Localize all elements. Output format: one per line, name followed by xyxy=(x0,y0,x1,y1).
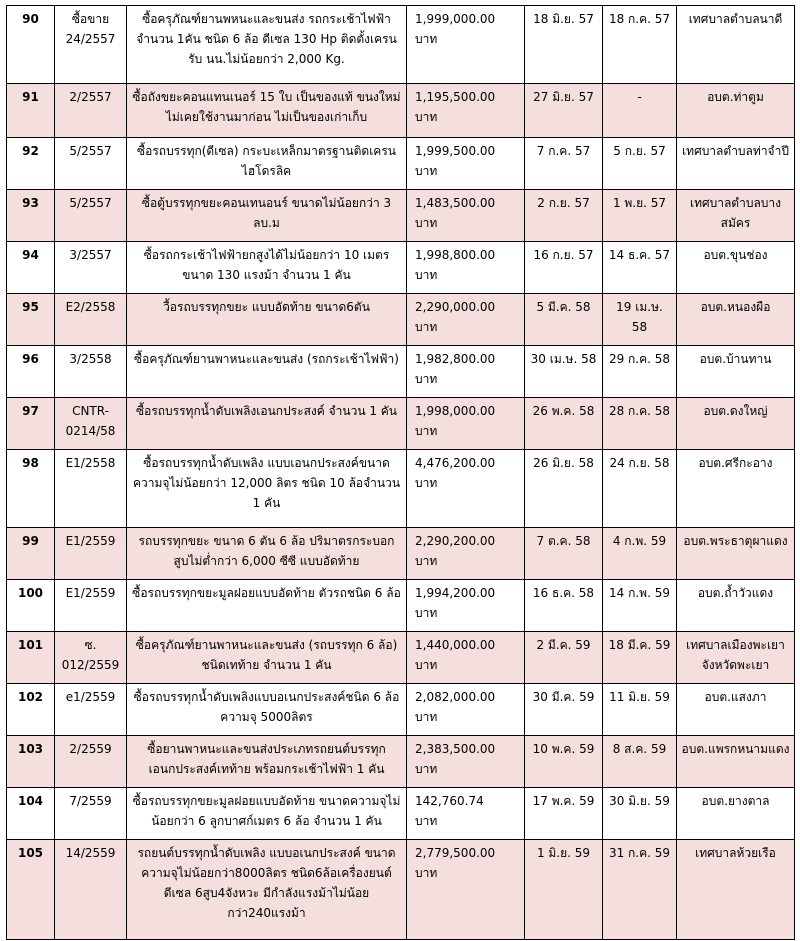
organization: เทศบาลตำบลท่าจำปี xyxy=(677,138,795,190)
delivery-date: 11 มิ.ย. 59 xyxy=(603,684,677,736)
amount-value: 2,082,000.00 xyxy=(415,690,496,704)
row-number: 99 xyxy=(7,528,55,580)
contract-ref: ซ. 012/2559 xyxy=(55,632,127,684)
row-number: 105 xyxy=(7,840,55,940)
organization: เทศบาลตำบลบางสมัคร xyxy=(677,190,795,242)
item-description: ซื้อตู้บรรทุกขยะคอนเทนอนร์ ขนาดไม่น้อยกว่า 3 ลบ.ม xyxy=(127,190,407,242)
amount-value: 1,982,800.00 xyxy=(415,352,496,366)
delivery-date: 24 ก.ย. 58 xyxy=(603,450,677,528)
amount-value: 1,195,500.00 xyxy=(415,90,496,104)
row-number: 91 xyxy=(7,84,55,138)
contract-ref: E2/2558 xyxy=(55,294,127,346)
contract-date: 5 มี.ค. 58 xyxy=(525,294,603,346)
amount-unit: บาท xyxy=(415,814,438,828)
amount-unit: บาท xyxy=(415,268,438,282)
table-row xyxy=(7,450,795,528)
delivery-date: 1 พ.ย. 57 xyxy=(603,190,677,242)
contract-date: 10 พ.ค. 59 xyxy=(525,736,603,788)
contract-ref: 3/2557 xyxy=(55,242,127,294)
contract-date: 7 ต.ค. 58 xyxy=(525,528,603,580)
organization: อบต.ดงใหญ่ xyxy=(677,398,795,450)
amount-cell xyxy=(407,736,525,788)
item-description: ซื้อรถบรรทุกน้ำดับเพลิงเอนกประสงค์ จำนวน 1 คัน xyxy=(127,398,407,450)
delivery-date: 14 ธ.ค. 57 xyxy=(603,242,677,294)
delivery-date: 8 ส.ค. 59 xyxy=(603,736,677,788)
organization: เทศบาลห้วยเรือ xyxy=(677,840,795,940)
contract-date: 30 เม.ษ. 58 xyxy=(525,346,603,398)
table-row xyxy=(7,84,795,138)
row-number: 94 xyxy=(7,242,55,294)
amount-cell xyxy=(407,788,525,840)
contract-date: 30 มี.ค. 59 xyxy=(525,684,603,736)
amount-value: 4,476,200.00 xyxy=(415,456,496,470)
table-row xyxy=(7,138,795,190)
table-row xyxy=(7,580,795,632)
amount-value: 2,383,500.00 xyxy=(415,742,496,756)
organization: อบต.ท่าตูม xyxy=(677,84,795,138)
contract-date: 7 ก.ค. 57 xyxy=(525,138,603,190)
amount-cell xyxy=(407,684,525,736)
amount-cell xyxy=(407,6,525,84)
item-description: ซื้อครุภัณฑ์ยานพหนะและขนส่ง รถกระเช้าไฟฟ้า จำนวน 1คัน ชนิด 6 ล้อ ดีเซล 130 Hp ติดตั้งเครน รับ นน.ไม่น้อยกว่า 2,000 Kg. xyxy=(127,6,407,84)
table-row xyxy=(7,840,795,940)
table-row xyxy=(7,684,795,736)
contract-date: 26 มิ.ย. 58 xyxy=(525,450,603,528)
amount-value: 2,290,200.00 xyxy=(415,534,496,548)
row-number: 100 xyxy=(7,580,55,632)
item-description: ซื้อรถบรรทุก(ดีเซล) กระบะเหล็กมาตรฐานติดเครน ไฮโดรลิค xyxy=(127,138,407,190)
row-number: 103 xyxy=(7,736,55,788)
organization: อบต.ยางตาล xyxy=(677,788,795,840)
item-description: ซื้อรถบรรทุกขยะมูลฝอยแบบอัดท้าย ขนาดความจุไม่ น้อยกว่า 6 ลูกบาศก์เมตร 6 ล้อ จำนวน 1 คัน xyxy=(127,788,407,840)
row-number: 101 xyxy=(7,632,55,684)
amount-cell xyxy=(407,84,525,138)
amount-cell xyxy=(407,632,525,684)
amount-value: 1,999,500.00 xyxy=(415,144,496,158)
contract-date: 17 พ.ค. 59 xyxy=(525,788,603,840)
contract-date: 26 พ.ค. 58 xyxy=(525,398,603,450)
contract-ref: CNTR-0214/58 xyxy=(55,398,127,450)
amount-unit: บาท xyxy=(415,866,438,880)
organization: อบต.พระธาตุผาแดง xyxy=(677,528,795,580)
delivery-date: 19 เม.ษ. 58 xyxy=(603,294,677,346)
item-description: รถบรรทุกขยะ ขนาด 6 ตัน 6 ล้อ ปริมาตรกระบอก สูบไม่ต่ำกว่า 6,000 ซีซี แบบอัดท้าย xyxy=(127,528,407,580)
table-row xyxy=(7,632,795,684)
delivery-date: 31 ก.ค. 59 xyxy=(603,840,677,940)
row-number: 98 xyxy=(7,450,55,528)
delivery-date: 18 ก.ค. 57 xyxy=(603,6,677,84)
delivery-date: 4 ก.พ. 59 xyxy=(603,528,677,580)
contract-date: 16 ก.ย. 57 xyxy=(525,242,603,294)
amount-cell xyxy=(407,138,525,190)
amount-cell xyxy=(407,190,525,242)
item-description: รถยนต์บรรทุกน้ำดับเพลิง แบบอเนกประสงค์ ขนาด ความจุไม่น้อยกว่า8000ลิตร ชนิด6ล้อเครื่องยนต์ดีเซล 6สูบ4จังหวะ มีกำลังแรงม้าไม่น้อยกว่า240แรงม้า xyxy=(127,840,407,940)
contract-ref: E1/2558 xyxy=(55,450,127,528)
row-number: 93 xyxy=(7,190,55,242)
amount-unit: บาท xyxy=(415,164,438,178)
organization: อบต.แสงภา xyxy=(677,684,795,736)
amount-cell xyxy=(407,580,525,632)
table-row xyxy=(7,736,795,788)
amount-cell xyxy=(407,840,525,940)
amount-value: 1,998,000.00 xyxy=(415,404,496,418)
table-row xyxy=(7,190,795,242)
row-number: 92 xyxy=(7,138,55,190)
table-row xyxy=(7,242,795,294)
contract-ref: e1/2559 xyxy=(55,684,127,736)
contract-ref: E1/2559 xyxy=(55,580,127,632)
amount-unit: บาท xyxy=(415,32,438,46)
table-row xyxy=(7,398,795,450)
amount-cell xyxy=(407,346,525,398)
amount-unit: บาท xyxy=(415,658,438,672)
contract-date: 27 มิ.ย. 57 xyxy=(525,84,603,138)
contract-ref: 3/2558 xyxy=(55,346,127,398)
table-row xyxy=(7,294,795,346)
organization: อบต.ศรีกะอาง xyxy=(677,450,795,528)
procurement-table xyxy=(6,5,795,940)
contract-ref: 7/2559 xyxy=(55,788,127,840)
contract-ref: 2/2557 xyxy=(55,84,127,138)
amount-unit: บาท xyxy=(415,110,438,124)
table-row xyxy=(7,788,795,840)
contract-ref: E1/2559 xyxy=(55,528,127,580)
amount-unit: บาท xyxy=(415,554,438,568)
delivery-date: 5 ก.ย. 57 xyxy=(603,138,677,190)
row-number: 90 xyxy=(7,6,55,84)
contract-ref: ซื้อขาย 24/2557 xyxy=(55,6,127,84)
amount-unit: บาท xyxy=(415,710,438,724)
contract-date: 2 มี.ค. 59 xyxy=(525,632,603,684)
amount-unit: บาท xyxy=(415,476,438,490)
item-description: ซื้อรถบรรทุกน้ำดับเพลิง แบบเอนกประสงค์ขนาด ความจุไม่น้อยกว่า 12,000 ลิตร ชนิด 10 ล้อจำนวน 1 คัน xyxy=(127,450,407,528)
item-description: ซื้อยานพาหนะและขนส่งประเภทรถยนต์บรรทุก เอนกประสงค์เทท้าย พร้อมกระเช้าไฟฟ้า 1 คัน xyxy=(127,736,407,788)
amount-cell xyxy=(407,242,525,294)
item-description: ซื้อถังขยะคอนแทนเนอร์ 15 ใบ เป็นของแท้ ขนงใหม่ ไม่เคยใช้งานมาก่อน ไม่เป็นของเก่าเก็บ xyxy=(127,84,407,138)
delivery-date: 29 ก.ค. 58 xyxy=(603,346,677,398)
item-description: ซื้อครุภัณฑ์ยานพาหนะและขนส่ง (รถบรรทุก 6 ล้อ) ชนิดเทท้าย จำนวน 1 คัน xyxy=(127,632,407,684)
amount-unit: บาท xyxy=(415,606,438,620)
amount-unit: บาท xyxy=(415,762,438,776)
amount-value: 2,290,000.00 xyxy=(415,300,496,314)
amount-value: 1,998,800.00 xyxy=(415,248,496,262)
table-row xyxy=(7,346,795,398)
amount-value: 1,440,000.00 xyxy=(415,638,496,652)
amount-value: 1,994,200.00 xyxy=(415,586,496,600)
row-number: 96 xyxy=(7,346,55,398)
contract-ref: 5/2557 xyxy=(55,138,127,190)
amount-value: 2,779,500.00 xyxy=(415,846,496,860)
item-description: ซื้อครุภัณฑ์ยานพาหนะและขนส่ง (รถกระเช้าไฟฟ้า) xyxy=(127,346,407,398)
table-row xyxy=(7,6,795,84)
contract-date: 16 ธ.ค. 58 xyxy=(525,580,603,632)
organization: อบต.ขุนช่อง xyxy=(677,242,795,294)
delivery-date: 18 มี.ค. 59 xyxy=(603,632,677,684)
amount-value: 1,999,000.00 xyxy=(415,12,496,26)
row-number: 97 xyxy=(7,398,55,450)
amount-cell xyxy=(407,294,525,346)
row-number: 102 xyxy=(7,684,55,736)
organization: อบต.บ้านทาน xyxy=(677,346,795,398)
contract-ref: 5/2557 xyxy=(55,190,127,242)
contract-ref: 2/2559 xyxy=(55,736,127,788)
amount-value: 1,483,500.00 xyxy=(415,196,496,210)
item-description: ซื้อรถบรรทุกน้ำดับเพลิงแบบอเนกประสงค์ชนิด 6 ล้อ ความจุ 5000ลิตร xyxy=(127,684,407,736)
item-description: ซื้อรถบรรทุกขยะมูลฝอยแบบอัดท้าย ตัวรถชนิด 6 ล้อ xyxy=(127,580,407,632)
organization: อบต.หนองผือ xyxy=(677,294,795,346)
organization: เทศบาลตำบลนาดี xyxy=(677,6,795,84)
amount-unit: บาท xyxy=(415,424,438,438)
contract-date: 1 มิ.ย. 59 xyxy=(525,840,603,940)
amount-unit: บาท xyxy=(415,216,438,230)
contract-date: 18 มิ.ย. 57 xyxy=(525,6,603,84)
organization: อบต.แพรกหนามแดง xyxy=(677,736,795,788)
amount-value: 142,760.74 xyxy=(415,794,484,808)
amount-cell xyxy=(407,528,525,580)
contract-ref: 14/2559 xyxy=(55,840,127,940)
amount-unit: บาท xyxy=(415,320,438,334)
contract-date: 2 ก.ย. 57 xyxy=(525,190,603,242)
amount-cell xyxy=(407,450,525,528)
table-row xyxy=(7,528,795,580)
delivery-date: 28 ก.ค. 58 xyxy=(603,398,677,450)
delivery-date: 14 ก.พ. 59 xyxy=(603,580,677,632)
item-description: ซื้อรถกระเช้าไฟฟ้ายกสูงได้ไม่น้อยกว่า 10 เมตรขนาด 130 แรงม้า จำนวน 1 คัน xyxy=(127,242,407,294)
item-description: วื้อรถบรรทุกขยะ แบบอัดท้าย ขนาด6ตัน xyxy=(127,294,407,346)
amount-cell xyxy=(407,398,525,450)
amount-unit: บาท xyxy=(415,372,438,386)
row-number: 104 xyxy=(7,788,55,840)
delivery-date: - xyxy=(603,84,677,138)
delivery-date: 30 มิ.ย. 59 xyxy=(603,788,677,840)
organization: อบต.ถ้ำวัวแดง xyxy=(677,580,795,632)
row-number: 95 xyxy=(7,294,55,346)
organization: เทศบาลเมืองพะเยา จังหวัดพะเยา xyxy=(677,632,795,684)
table-body xyxy=(7,6,795,940)
